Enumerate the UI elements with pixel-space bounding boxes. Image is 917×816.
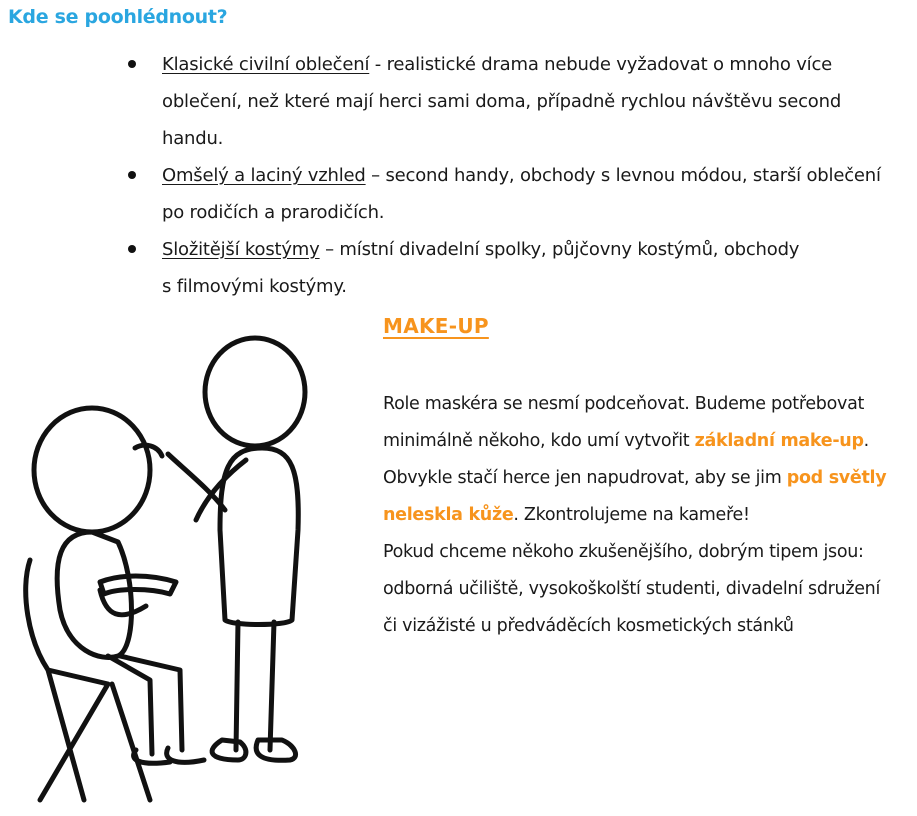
bullet-title: Omšelý a laciný vzhled xyxy=(162,165,366,186)
bullet-title: Klasické civilní oblečení xyxy=(162,54,370,75)
artist-head xyxy=(205,338,305,446)
paragraph-text: minimálně někoho, kdo umí vytvořit xyxy=(383,431,695,451)
artist-arms xyxy=(168,454,246,520)
page-heading: Kde se poohlédnout? xyxy=(8,6,228,28)
paragraph-text: Obvykle stačí herce jen napudrovat, aby se jim xyxy=(383,468,787,488)
paragraph-line: Pokud chceme někoho zkušenějšího, dobrým tipem jsou: xyxy=(383,542,864,562)
paragraph-line xyxy=(383,423,908,460)
paragraph-text: . Zkontrolujeme na kameře! xyxy=(513,505,750,525)
paragraph-line: odborná učiliště, vysokoškolští studenti, divadelní sdružení xyxy=(383,579,881,599)
list-item xyxy=(120,157,900,231)
highlight-text: základní make-up xyxy=(694,431,864,451)
makeup-title: MAKE-UP xyxy=(383,314,489,338)
paragraph-line: Role maskéra se nesmí podceňovat. Budeme potřebovat xyxy=(383,394,865,414)
bullet-list xyxy=(120,46,900,305)
makeup-artist-illustration xyxy=(0,330,360,806)
paragraph-line: či vizážisté u předváděcích kosmetických stánků xyxy=(383,616,794,636)
artist-right-shoe xyxy=(256,740,295,760)
bullet-text-continued: po rodičích a prarodičích. xyxy=(162,202,385,223)
paragraph-text: . xyxy=(863,431,869,451)
bullet-text: – second handy, obchody s levnou módou, starší oblečení xyxy=(365,165,881,186)
makeup-paragraph xyxy=(383,386,908,645)
client-head xyxy=(34,408,150,532)
paragraph-line xyxy=(383,497,908,534)
bullet-title: Složitější kostýmy xyxy=(162,239,320,260)
highlight-text: neleskla kůže xyxy=(383,505,514,525)
bullet-text: - realistické drama nebude vyžadovat o mnoho více xyxy=(369,54,833,75)
artist-legs xyxy=(236,622,274,750)
bullet-text-continued: s filmovými kostýmy. xyxy=(162,276,347,297)
client-body xyxy=(57,532,131,657)
list-item xyxy=(120,46,900,157)
highlight-text: pod světly xyxy=(786,468,887,488)
artist-left-shoe xyxy=(212,740,246,760)
bullet-text: – místní divadelní spolky, půjčovny kostýmů, obchody xyxy=(319,239,800,260)
list-item xyxy=(120,231,900,305)
client-shoes xyxy=(134,748,204,763)
makeup-palette xyxy=(100,576,176,594)
bullet-text-continued: oblečení, než které mají herci sami doma, případně rychlou návštěvu second handu. xyxy=(162,91,842,149)
paragraph-line xyxy=(383,460,908,497)
